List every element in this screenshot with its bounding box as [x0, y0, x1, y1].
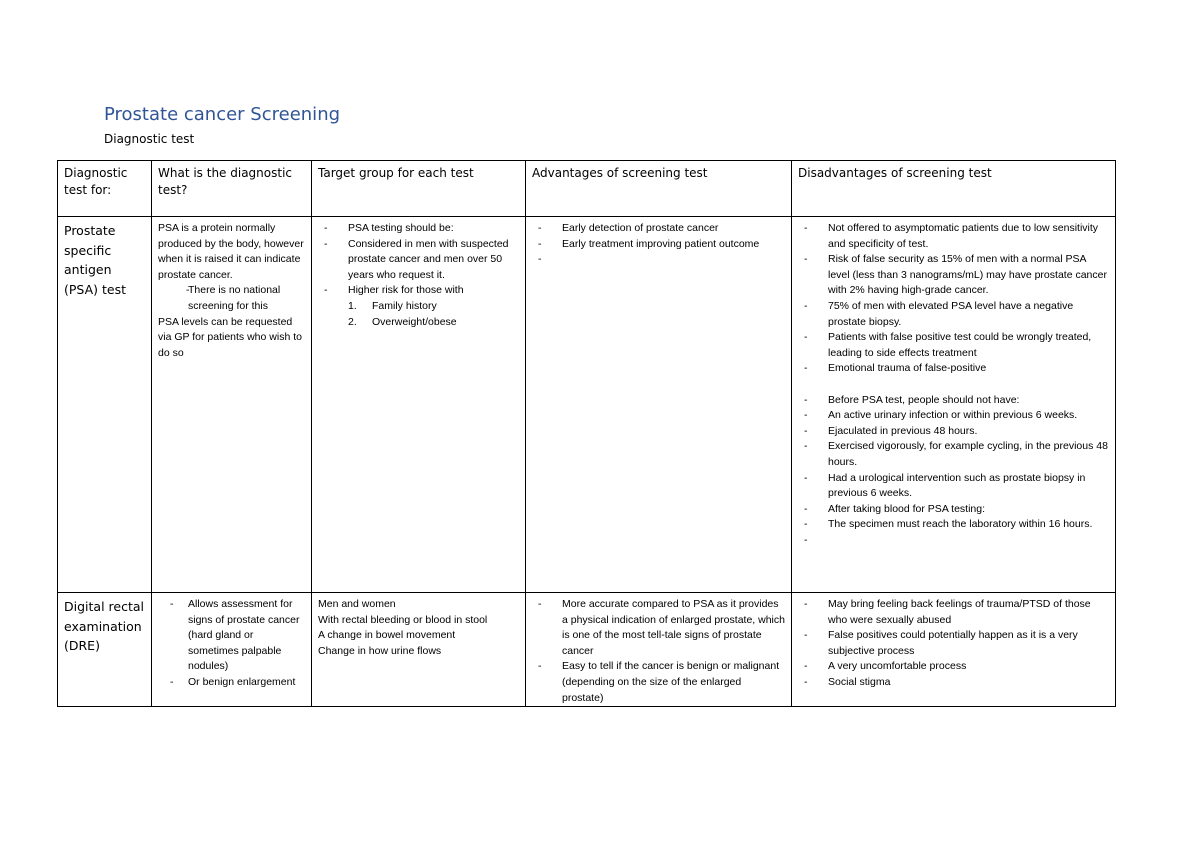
target-line: With rectal bleeding or blood in stool — [318, 613, 488, 626]
row-label: Prostate specific antigen (PSA) test — [58, 217, 152, 593]
list-item — [318, 299, 519, 315]
list-text: Overweight/obese — [372, 315, 457, 328]
target-line: Men and women — [318, 598, 396, 610]
disadvantages-list — [798, 597, 1109, 691]
list-item: - Considered in men with suspected prostate cancer and men over 50 years who request it. — [318, 237, 519, 284]
list-item: - A very uncomfortable process — [798, 659, 1109, 675]
table-row — [58, 217, 1116, 593]
target-cell — [312, 217, 526, 593]
advantages-list — [532, 597, 785, 706]
target-list — [318, 221, 519, 299]
spacer — [798, 377, 1109, 393]
what-list — [158, 283, 305, 314]
list-item: - Risk of false security as 15% of men with a normal PSA level (less than 3 nanograms/mL) may have prostate cancer with 2% having high-grade cancer. — [798, 252, 1109, 299]
list-item — [318, 315, 519, 331]
list-item: - Not offered to asymptomatic patients due to low sensitivity and specificity of test. — [798, 221, 1109, 252]
advantages-list — [532, 221, 785, 268]
header-cell: Target group for each test — [312, 161, 526, 217]
list-item: - Early detection of prostate cancer — [532, 221, 785, 237]
header-cell: What is the diagnostic test? — [152, 161, 312, 217]
list-item: - PSA testing should be: — [318, 221, 519, 237]
list-item: - Social stigma — [798, 675, 1109, 691]
target-numbered-list — [318, 299, 519, 330]
list-item: - An active urinary infection or within previous 6 weeks. — [798, 408, 1109, 424]
what-cell — [152, 593, 312, 707]
disadvantages-list — [798, 221, 1109, 377]
target-line: Change in how urine flows — [318, 644, 442, 657]
header-cell: Advantages of screening test — [526, 161, 792, 217]
what-cell — [152, 217, 312, 593]
header-cell: Disadvantages of screening test — [792, 161, 1116, 217]
advantages-cell — [526, 217, 792, 593]
list-number: 2. — [348, 315, 357, 328]
list-item: - Exercised vigorously, for example cycling, in the previous 48 hours. — [798, 439, 1109, 470]
target-line: A change in bowel movement — [318, 629, 456, 642]
list-item: - Had a urological intervention such as prostate biopsy in previous 6 weeks. — [798, 471, 1109, 502]
disadvantages-cell — [792, 217, 1116, 593]
list-item — [532, 252, 785, 268]
disadvantages-cell — [792, 593, 1116, 707]
list-item: - The specimen must reach the laboratory within 16 hours. — [798, 517, 1109, 533]
screening-table — [57, 160, 1116, 707]
list-item: - Higher risk for those with — [318, 283, 519, 299]
table-row — [58, 593, 1116, 707]
table-header-row — [58, 161, 1116, 217]
list-item: - May bring feeling back feelings of trauma/PTSD of those who were sexually abused — [798, 597, 1109, 628]
list-item — [798, 533, 1109, 549]
precautions-list — [798, 393, 1109, 549]
what-list — [158, 597, 305, 691]
list-item: - Allows assessment for signs of prostate cancer (hard gland or sometimes palpable nodules) — [158, 597, 305, 675]
document-title: Prostate cancer Screening — [104, 104, 341, 125]
list-item: - Emotional trauma of false-positive — [798, 361, 1109, 377]
list-item: - Easy to tell if the cancer is benign or malignant (depending on the size of the enlarged prostate) — [532, 659, 785, 706]
list-item: - Ejaculated in previous 48 hours. — [798, 424, 1109, 440]
list-item: - Or benign enlargement — [158, 675, 305, 691]
what-outro: PSA levels can be requested via GP for patients who wish to do so — [158, 315, 302, 359]
list-item: - False positives could potentially happen as it is a very subjective process — [798, 628, 1109, 659]
list-item: - 75% of men with elevated PSA level have a negative prostate biopsy. — [798, 299, 1109, 330]
list-number: 1. — [348, 299, 357, 312]
header-cell: Diagnostic test for: — [58, 161, 152, 217]
list-item: - After taking blood for PSA testing: — [798, 502, 1109, 518]
advantages-cell — [526, 593, 792, 707]
list-item: - More accurate compared to PSA as it provides a physical indication of enlarged prostate, which is one of the most tell-tale signs of prostate cancer — [532, 597, 785, 659]
list-item: - Before PSA test, people should not have: — [798, 393, 1109, 409]
row-label: Digital rectal examination (DRE) — [58, 593, 152, 707]
list-text: Family history — [372, 299, 437, 312]
what-intro: PSA is a protein normally produced by the body, however when it is raised it can indicate prostate cancer. — [158, 222, 304, 281]
document-subtitle: Diagnostic test — [104, 132, 195, 146]
list-item: - Early treatment improving patient outcome — [532, 237, 785, 253]
target-cell — [312, 593, 526, 707]
list-item: - There is no national screening for this — [158, 283, 305, 314]
list-item: - Patients with false positive test could be wrongly treated, leading to side effects treatment — [798, 330, 1109, 361]
